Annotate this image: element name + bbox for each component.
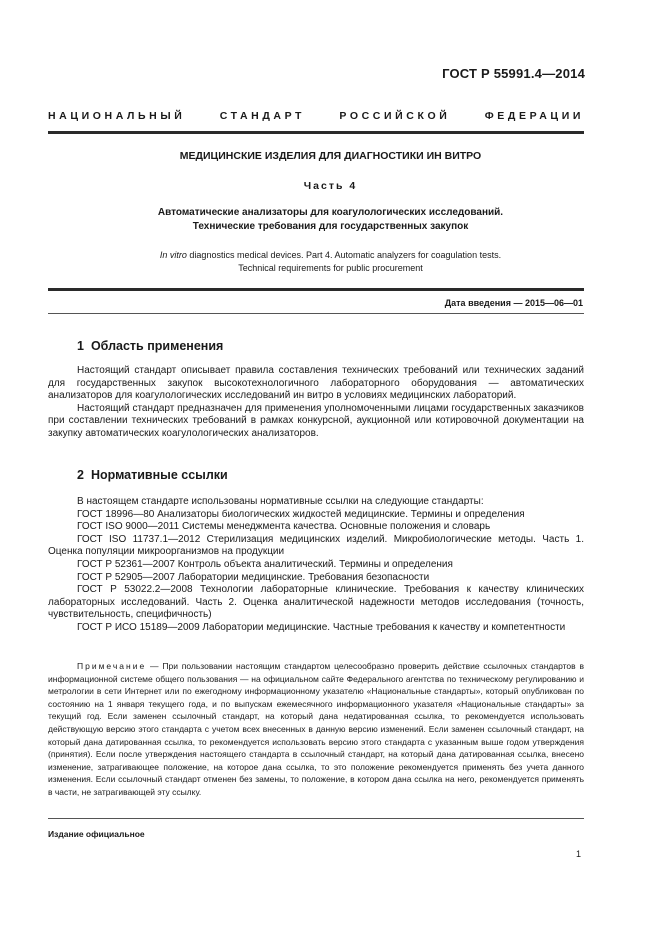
note-label: Примечание	[77, 661, 147, 671]
header-rule	[48, 131, 584, 134]
section-1-number: 1	[77, 339, 84, 353]
section-2-title: Нормативные ссылки	[90, 468, 228, 482]
section-2-heading	[77, 468, 228, 482]
section-2-number: 2	[77, 468, 84, 482]
title-rule	[48, 288, 584, 291]
note-text: — При пользовании настоящим стандартом целесообразно проверить действие ссылочных стандартов в информационной системе общего пользования — на официальном сайте Федерального агентства по техническому регулированию и метрологии в сети Интернет или по ежегодному информационному указателю «Национальные стандарты», который опубликован по состоянию на 1 января текущего года, и по выпускам ежемесячного информационного указателя «Национальные стандарты» за текущий год. Если заменен ссылочный стандарт, на который дана недатированная ссылка, то рекомендуется использовать действующую версию этого стандарта с учетом всех внесенных в данную версию изменений. Если заменен ссылочный стандарт, на который дана датированная ссылка, то рекомендуется использовать версию этого стандарта с указанным выше годом утверждения (принятия). Если после утверждения настоящего стандарта в ссылочный стандарт, на который дана датированная ссылка, внесено изменение, затрагивающее положение, на которое дана ссылка, то это положение рекомендуется применять без учета данного изменения. Если ссылочный стандарт отменен без замены, то положение, в котором дана ссылка на него, рекомендуется применять в части, не затрагивающей эту ссылку.	[48, 661, 584, 797]
paragraph: Настоящий стандарт описывает правила составления технических требований или технических заданий для государственных закупок высокотехнологичного лабораторного оборудования — автоматических анализаторов для коагулологических исследований ин витро в условиях медицинских лабораторий.	[48, 365, 584, 402]
footer-rule	[48, 818, 584, 819]
reference-item: ГОСТ Р 53022.2—2008 Технологии лабораторные клинические. Требования к качеству клинических лабораторных исследований. Часть 2. Оценка аналитической надежности методов исследования (точность, чувствительность, специфичность)	[48, 584, 584, 621]
note-block	[48, 660, 584, 799]
document-subtitle	[0, 206, 661, 234]
english-title-italic: In vitro	[159, 250, 187, 260]
reference-item: ГОСТ Р ИСО 15189—2009 Лаборатории медицинские. Частные требования к качеству и компетентности	[77, 621, 566, 633]
paragraph: В настоящем стандарте использованы нормативные ссылки на следующие стандарты:	[77, 496, 484, 507]
note-paragraph	[48, 660, 584, 799]
introduction-date: Дата введения — 2015—06—01	[444, 298, 583, 308]
national-standard-banner: НАЦИОНАЛЬНЫЙ СТАНДАРТ РОССИЙСКОЙ ФЕДЕРАЦИИ	[48, 110, 584, 122]
reference-item: ГОСТ 18996—80 Анализаторы биологических жидкостей медицинские. Термины и определения	[77, 508, 525, 520]
subtitle-line-1: Автоматические анализаторы для коагулологических исследований.	[157, 207, 504, 218]
edition-label: Издание официальное	[48, 829, 145, 839]
document-title: МЕДИЦИНСКИЕ ИЗДЕЛИЯ ДЛЯ ДИАГНОСТИКИ ИН ВИТРО	[179, 150, 482, 162]
subtitle-line-2: Технические требования для государственных закупок	[192, 221, 469, 232]
reference-item: ГОСТ ISO 11737.1—2012 Стерилизация медицинских изделий. Микробиологические методы. Часть 1. Оценка популяции микроорганизмов на продукции	[48, 533, 584, 558]
english-title-line-2: Technical requirements for public procurement	[238, 263, 423, 273]
paragraph: Настоящий стандарт предназначен для применения уполномоченными лицами государственных заказчиков при составлении технических требований в рамках конкурсной, аукционной или котировочной документации на закупку автоматических коагулологических анализаторов.	[48, 402, 584, 439]
page-number: 1	[575, 849, 581, 859]
section-1-title: Область применения	[90, 339, 224, 353]
section-1-heading	[77, 339, 223, 353]
date-rule	[48, 313, 584, 314]
standard-code: ГОСТ Р 55991.4—2014	[442, 66, 585, 81]
section-1-body	[48, 365, 584, 441]
part-label: Часть 4	[303, 180, 358, 192]
english-title-line-1-rest: diagnostics medical devices. Part 4. Automatic analyzers for coagulation tests.	[186, 250, 502, 260]
reference-item: ГОСТ Р 52361—2007 Контроль объекта аналитический. Термины и определения	[77, 558, 453, 570]
english-title	[0, 249, 661, 275]
reference-item: ГОСТ Р 52905—2007 Лаборатории медицинские. Требования безопасности	[77, 571, 430, 583]
reference-item: ГОСТ ISO 9000—2011 Системы менеджмента качества. Основные положения и словарь	[77, 521, 491, 533]
english-title-line-1	[0, 249, 661, 262]
section-2-body	[48, 496, 584, 635]
